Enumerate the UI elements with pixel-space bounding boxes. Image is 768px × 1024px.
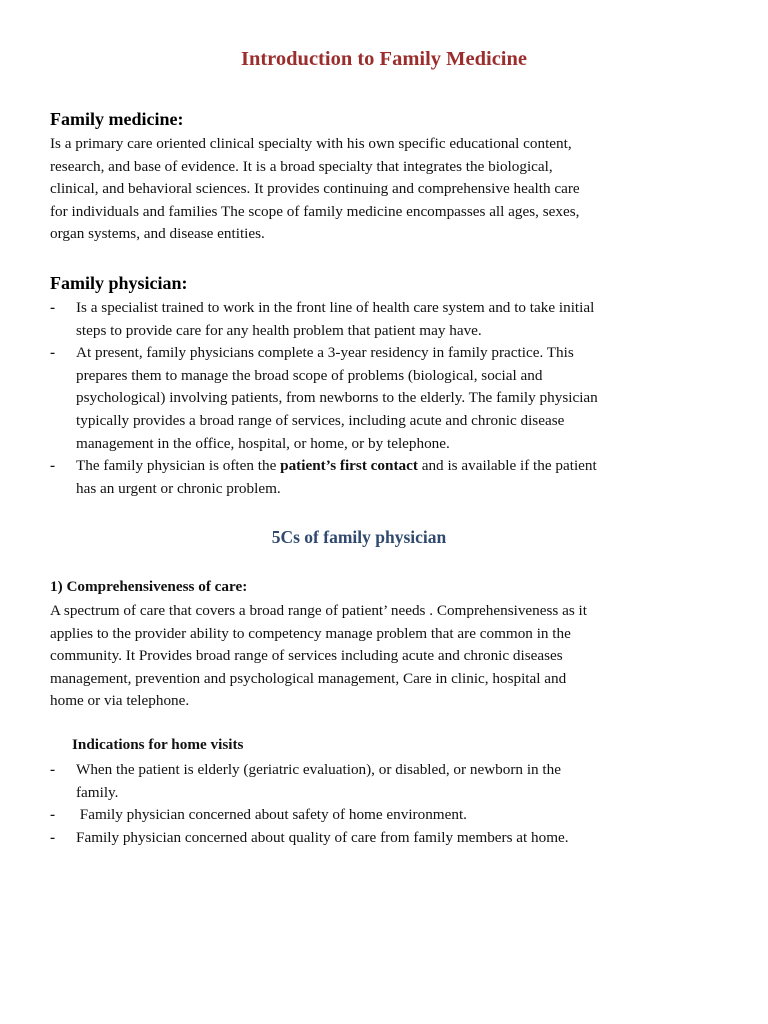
bullet-marker: - (50, 299, 56, 316)
bullet-line: management in the office, hospital, or home, or by telephone. (76, 434, 450, 452)
paragraph-line: Is a primary care oriented clinical specialty with his own specific educational content, (50, 135, 572, 152)
list-item (50, 342, 690, 455)
bullet-marker: - (50, 457, 56, 475)
bullet-line: At present, family physicians complete a 3-year residency in family practice. This (76, 344, 574, 362)
bullet-line: typically provides a broad range of services, including acute and chronic disease (76, 411, 565, 429)
family-physician-heading: Family physician: (50, 273, 188, 293)
bullet-line: has an urgent or chronic problem. (76, 479, 281, 497)
home-visits-heading: Indications for home visits (72, 736, 244, 753)
first-contact-emphasis: patient’s first contact (280, 457, 418, 475)
family-physician-bullets (50, 297, 690, 500)
bullet-line: Is a specialist trained to work in the front line of health care system and to take initial (76, 299, 595, 316)
bullet-line: Family physician concerned about safety of home environment. (76, 806, 467, 824)
bullet-line: When the patient is elderly (geriatric evaluation), or disabled, or newborn in the (76, 761, 561, 778)
paragraph-line: home or via telephone. (50, 692, 190, 710)
bullet-line: psychological) involving patients, from newborns to the elderly. The family physician (76, 389, 598, 407)
list-item (50, 297, 690, 342)
paragraph-line: management, prevention and psychological management, Care in clinic, hospital and (50, 669, 567, 687)
list-item (50, 804, 690, 827)
paragraph-line: clinical, and behavioral sciences. It provides continuing and comprehensive health care (50, 180, 580, 198)
home-visits-bullets (50, 759, 690, 849)
list-item (50, 455, 690, 500)
paragraph-line: A spectrum of care that covers a broad range of patient’ needs . Comprehensiveness as it (50, 602, 587, 619)
family-medicine-heading: Family medicine: (50, 109, 184, 129)
bullet-line (76, 455, 690, 478)
bullet-line: Family physician concerned about quality of care from family members at home. (76, 828, 569, 846)
five-cs-heading: 5Cs of family physician (271, 527, 447, 547)
document-title: Introduction to Family Medicine (240, 48, 528, 70)
contact-text-before: The family physician is often the (76, 457, 281, 475)
bullet-marker: - (50, 761, 56, 778)
bullet-line: family. (76, 783, 119, 801)
comprehensiveness-heading: 1) Comprehensiveness of care: (50, 578, 248, 595)
contact-text-after: and is available if the patient (417, 457, 597, 475)
paragraph-line: applies to the provider ability to competency manage problem that are common in the (50, 624, 571, 642)
list-item (50, 827, 690, 850)
bullet-marker: - (50, 806, 56, 824)
bullet-line: prepares them to manage the broad scope of problems (biological, social and (76, 366, 543, 384)
list-item (50, 759, 690, 804)
family-medicine-paragraph (50, 133, 670, 246)
bullet-marker: - (50, 828, 56, 846)
paragraph-line: organ systems, and disease entities. (50, 225, 265, 243)
paragraph-line: research, and base of evidence. It is a broad specialty that integrates the biological, (50, 157, 553, 175)
bullet-marker: - (50, 344, 56, 362)
comprehensiveness-paragraph (50, 600, 670, 713)
paragraph-line: community. It Provides broad range of services including acute and chronic diseases (50, 647, 563, 665)
paragraph-line: for individuals and families The scope of family medicine encompasses all ages, sexes, (50, 202, 580, 220)
bullet-line: steps to provide care for any health problem that patient may have. (76, 321, 482, 339)
